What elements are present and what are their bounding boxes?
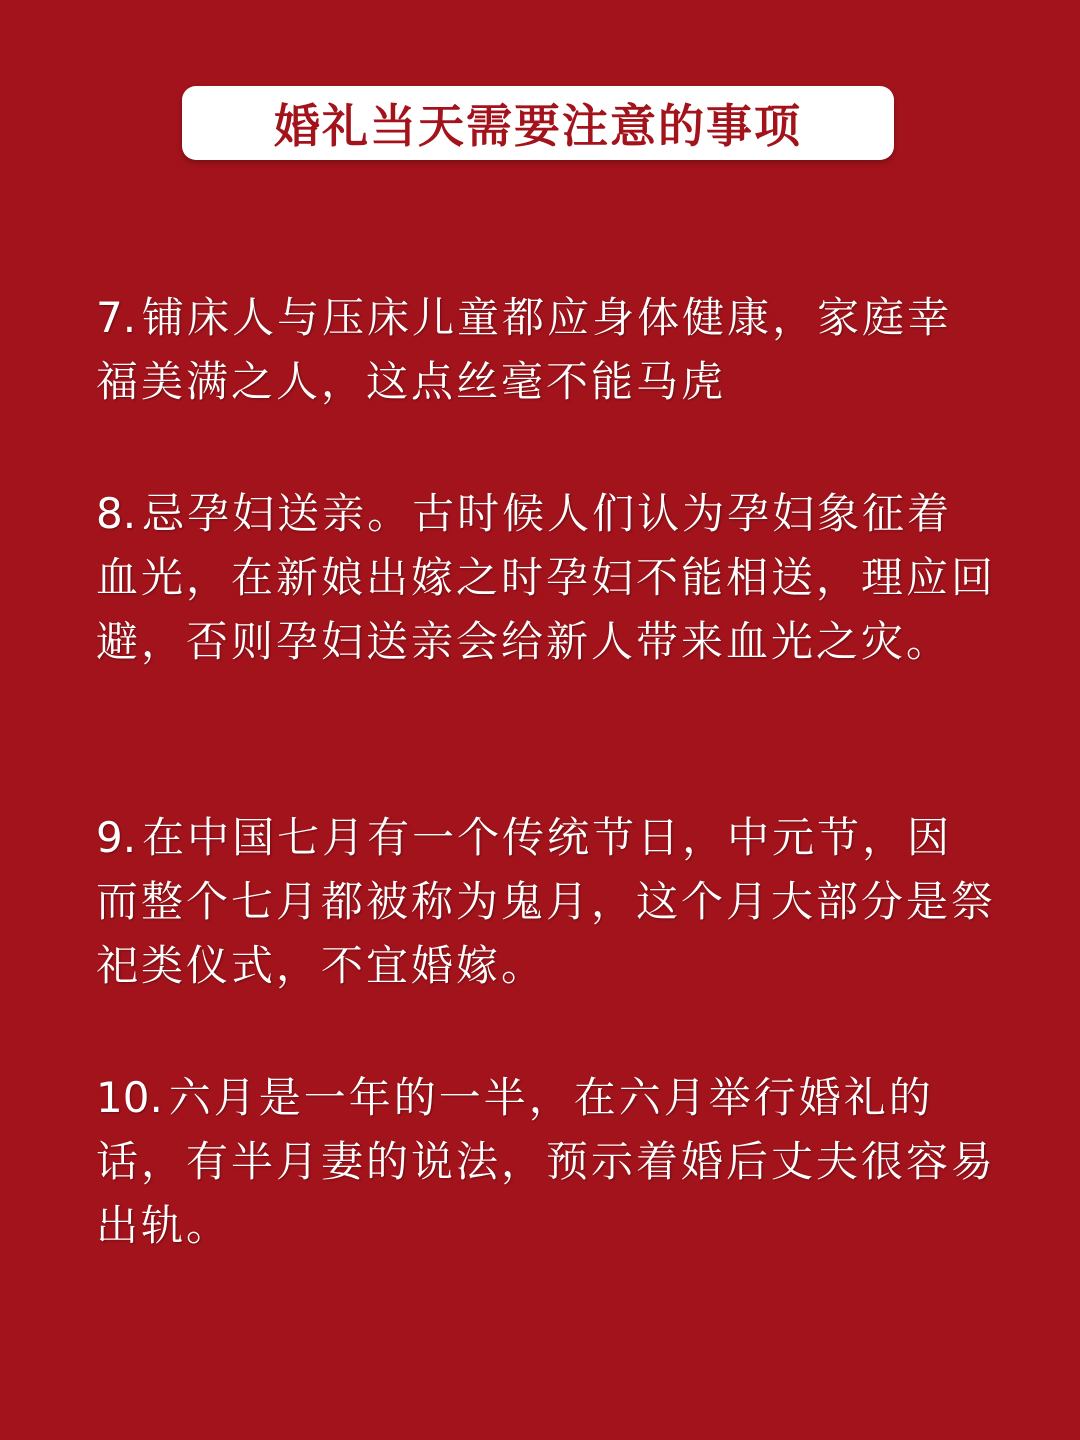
item-text: 忌孕妇送亲。古时候人们认为孕妇象征着血光，在新娘出嫁之时孕妇不能相送，理应回避，否则孕妇送亲会给新人带来血光之灾。	[96, 489, 997, 666]
list-item	[96, 1066, 996, 1258]
list-item	[96, 286, 996, 414]
item-number: 10.	[96, 1073, 163, 1122]
item-text: 在中国七月有一个传统节日，中元节，因而整个七月都被称为鬼月，这个月大部分是祭祀类仪式，不宜婚嫁。	[96, 813, 997, 990]
page-title: 婚礼当天需要注意的事项	[274, 99, 802, 153]
title-banner	[182, 86, 894, 160]
item-number: 9.	[96, 813, 137, 862]
item-text: 六月是一年的一半，在六月举行婚礼的话，有半月妻的说法，预示着婚后丈夫很容易出轨。	[96, 1073, 997, 1250]
list-item	[96, 806, 996, 998]
item-number: 8.	[96, 489, 137, 538]
list-item	[96, 482, 996, 674]
item-number: 7.	[96, 293, 137, 342]
item-text: 铺床人与压床儿童都应身体健康，家庭幸福美满之人，这点丝毫不能马虎	[96, 293, 953, 406]
